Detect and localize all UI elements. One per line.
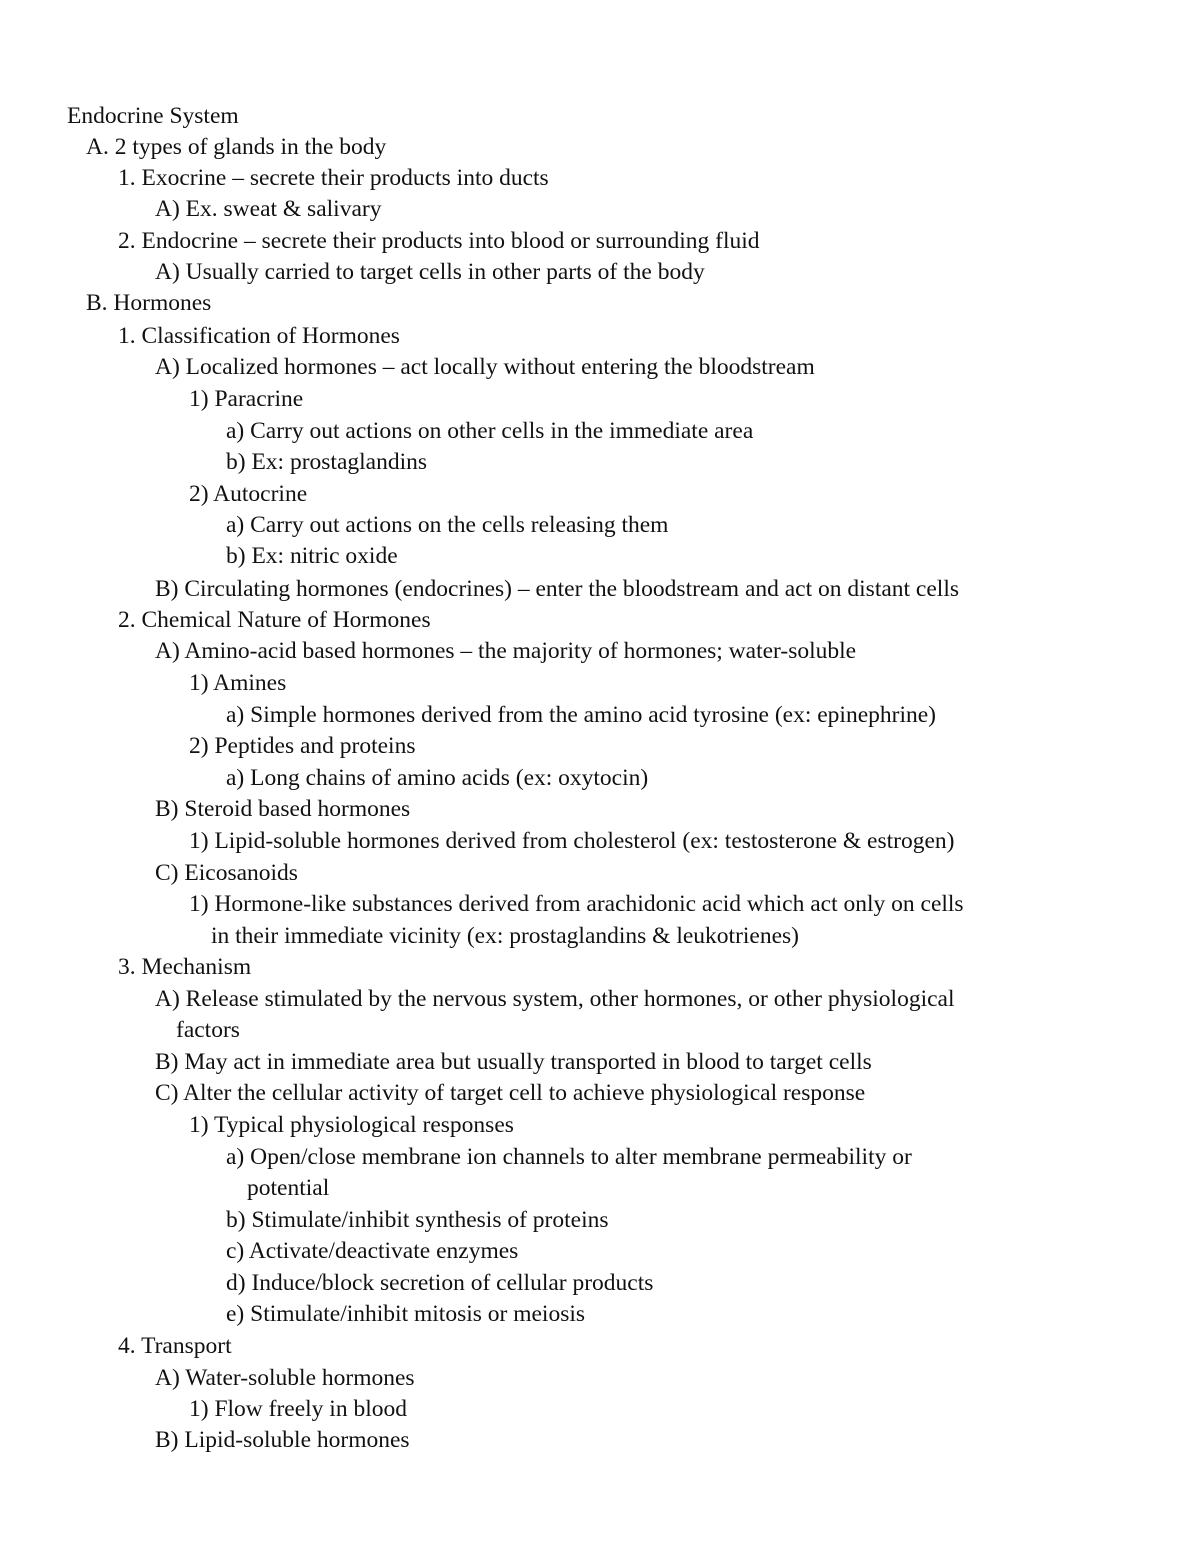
outline-line: a) Simple hormones derived from the amino acid tyrosine (ex: epinephrine) <box>226 702 937 728</box>
outline-line: B) May act in immediate area but usually transported in blood to target cells <box>155 1049 872 1075</box>
outline-line: a) Open/close membrane ion channels to alter membrane permeability or <box>226 1144 912 1170</box>
outline-line: a) Carry out actions on other cells in the immediate area <box>226 418 754 444</box>
outline-line: A) Usually carried to target cells in other parts of the body <box>155 259 705 285</box>
outline-line: 1) Flow freely in blood <box>189 1396 407 1422</box>
outline-line: 1) Hormone-like substances derived from arachidonic acid which act only on cells <box>189 891 964 917</box>
outline-line: A) Water-soluble hormones <box>155 1365 415 1391</box>
outline-line: A) Amino-acid based hormones – the majority of hormones; water-soluble <box>155 638 857 664</box>
outline-line: a) Long chains of amino acids (ex: oxytocin) <box>226 765 649 791</box>
outline-line: B) Steroid based hormones <box>155 796 411 822</box>
outline-line: b) Ex: prostaglandins <box>226 449 428 475</box>
outline-line: b) Ex: nitric oxide <box>226 543 398 569</box>
outline-line: 4. Transport <box>118 1333 232 1359</box>
outline-line: 2) Peptides and proteins <box>189 733 416 759</box>
doc-title: Endocrine System <box>67 103 239 129</box>
outline-line: B) Circulating hormones (endocrines) – enter the bloodstream and act on distant cells <box>155 576 959 602</box>
outline-line: A) Release stimulated by the nervous system, other hormones, or other physiological <box>155 986 955 1012</box>
outline-line: A) Ex. sweat & salivary <box>155 196 382 222</box>
outline-line: A. 2 types of glands in the body <box>86 134 387 160</box>
outline-line: c) Activate/deactivate enzymes <box>226 1238 519 1264</box>
outline-line: a) Carry out actions on the cells releasing them <box>226 512 669 538</box>
outline-line: e) Stimulate/inhibit mitosis or meiosis <box>226 1301 586 1327</box>
outline-line: 1) Paracrine <box>189 386 304 412</box>
outline-line: C) Alter the cellular activity of target cell to achieve physiological response <box>155 1080 866 1106</box>
outline-line: A) Localized hormones – act locally without entering the bloodstream <box>155 354 815 380</box>
outline-line: 1. Classification of Hormones <box>118 323 400 349</box>
outline-line: potential <box>247 1175 330 1201</box>
outline-line: C) Eicosanoids <box>155 860 298 886</box>
outline-line: 3. Mechanism <box>118 954 252 980</box>
outline-line: B. Hormones <box>86 290 212 316</box>
outline-line: in their immediate vicinity (ex: prostaglandins & leukotrienes) <box>211 923 800 949</box>
outline-line: 2. Endocrine – secrete their products into blood or surrounding fluid <box>118 228 760 254</box>
outline-line: 1. Exocrine – secrete their products into ducts <box>118 165 549 191</box>
outline-line: 1) Lipid-soluble hormones derived from cholesterol (ex: testosterone & estrogen) <box>189 828 955 854</box>
outline-line: d) Induce/block secretion of cellular products <box>226 1270 654 1296</box>
outline-line: 2) Autocrine <box>189 481 308 507</box>
outline-line: 1) Amines <box>189 670 287 696</box>
outline-line: 1) Typical physiological responses <box>189 1112 514 1138</box>
outline-line: factors <box>176 1017 240 1043</box>
outline-line: B) Lipid-soluble hormones <box>155 1427 410 1453</box>
outline-line: b) Stimulate/inhibit synthesis of proteins <box>226 1207 609 1233</box>
outline-line: 2. Chemical Nature of Hormones <box>118 607 431 633</box>
